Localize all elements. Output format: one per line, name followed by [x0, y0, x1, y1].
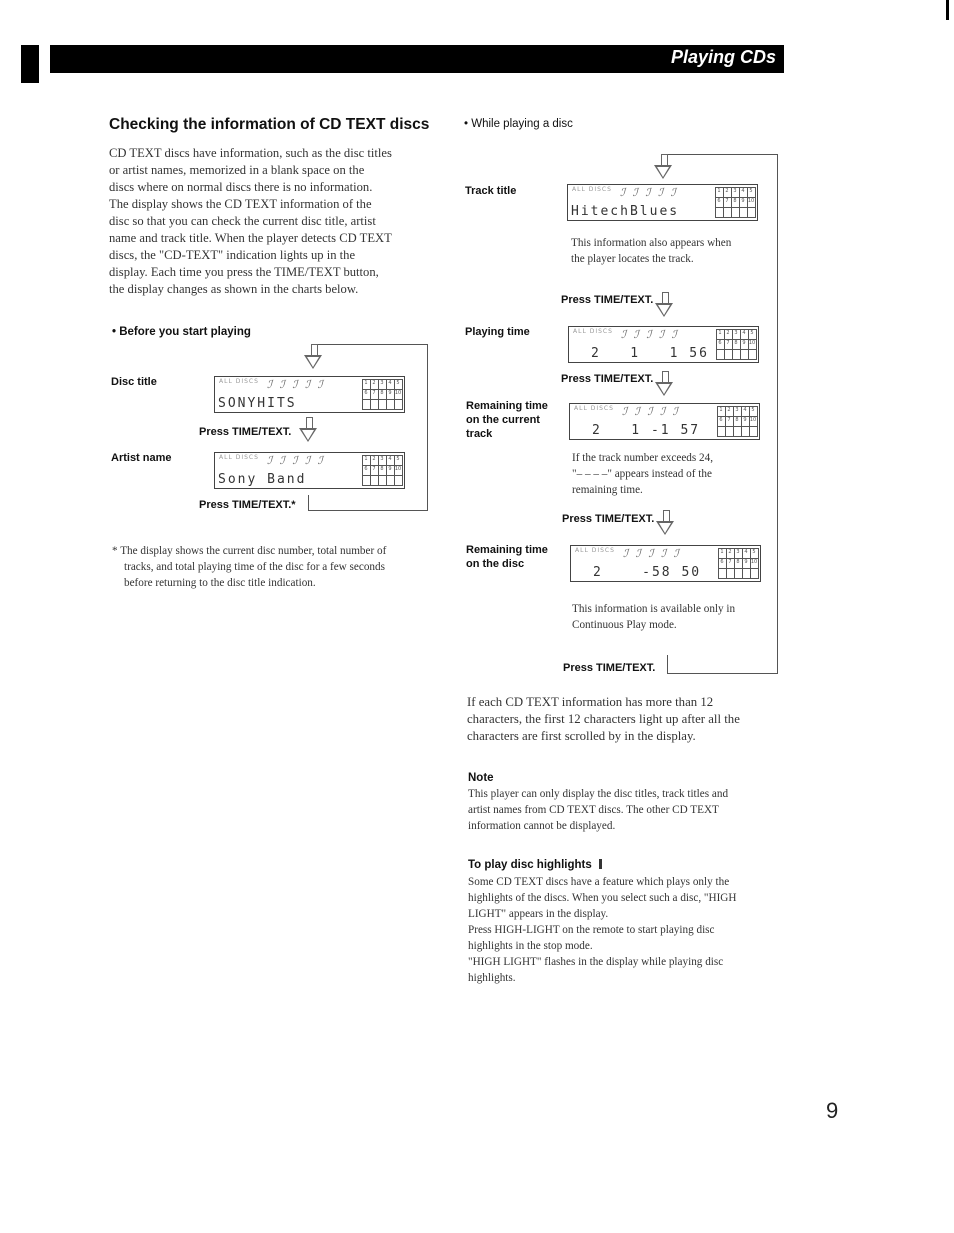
- note-line: This player can only display the disc titles, track titles and: [468, 788, 729, 800]
- intro-line: discs, the "CD-TEXT" indication lights up in the: [109, 248, 356, 262]
- label-line: on the current: [466, 414, 540, 426]
- down-arrow-icon: [655, 303, 673, 317]
- lcd-track-grid: 1 2 3 4 5 6 7 8 9 10: [716, 329, 756, 360]
- lcd-track-grid: 1 2 3 4 5 6 7 8 9 10: [715, 187, 755, 218]
- down-arrow-icon: [299, 428, 317, 442]
- paragraph-line: highlights of the discs. When you select such a disc, "HIGH: [468, 892, 737, 904]
- track-title-label: Track title: [465, 185, 517, 197]
- lcd-indicator-text: ALL DISCS: [573, 328, 613, 335]
- lcd-indicator-text: ALL DISCS: [219, 454, 259, 461]
- section-tab-block: [21, 45, 39, 83]
- lcd-disc-icons: ℐ ℐ ℐ ℐ ℐ: [622, 405, 680, 418]
- press-time-text-label: Press TIME/TEXT.: [199, 426, 292, 438]
- lcd-display-disc-title: [214, 376, 405, 413]
- label-line: track: [466, 428, 493, 440]
- footnote: [112, 543, 442, 591]
- lcd-track-grid: 1 2 3 4 5 6 7 8 9 10: [718, 548, 758, 579]
- footnote-line: before returning to the disc title indication.: [124, 577, 316, 589]
- intro-line: or artist names, memorized in a blank space on the: [109, 163, 365, 177]
- highlights-heading: [468, 858, 602, 872]
- label-line: Remaining time: [466, 400, 548, 412]
- down-arrow-icon: [654, 165, 672, 179]
- header-bar: [50, 45, 784, 73]
- press-time-text-label: Press TIME/TEXT.*: [199, 499, 296, 511]
- intro-paragraph: [109, 145, 439, 298]
- remaining-disc-label: [466, 543, 548, 571]
- page-number: 9: [826, 1098, 839, 1123]
- flow-line: [667, 655, 668, 674]
- artist-name-label: Artist name: [111, 452, 172, 464]
- lcd-indicator-text: ALL DISCS: [575, 547, 615, 554]
- lcd-display-remaining-track: [569, 403, 760, 440]
- flow-line: [777, 154, 778, 674]
- lcd-disc-icons: ℐ ℐ ℐ ℐ ℐ: [623, 547, 681, 560]
- lcd-track-grid: 1 2 3 4 5 6 7 8 9 10: [362, 455, 402, 486]
- note-line: Continuous Play mode.: [572, 619, 677, 631]
- intro-line: CD TEXT discs have information, such as the disc titles: [109, 146, 392, 160]
- while-playing-bullet: • While playing a disc: [464, 117, 573, 131]
- footnote-line: tracks, and total playing time of the disc for a few seconds: [124, 561, 385, 573]
- flow-line: [318, 344, 428, 345]
- lcd-main-text: HitechBlues: [571, 204, 680, 219]
- note-line: This information is available only in: [572, 603, 736, 615]
- intro-line: The display shows the CD TEXT information of the: [109, 197, 372, 211]
- flow-line: [308, 510, 428, 511]
- intro-line: name and track title. When the player detects CD TEXT: [109, 231, 392, 245]
- lcd-display-track-title: [567, 184, 758, 221]
- note-text: [468, 786, 798, 834]
- note-line: information cannot be displayed.: [468, 820, 616, 832]
- section-heading: Checking the information of CD TEXT discs: [109, 116, 430, 133]
- lcd-disc-icons: ℐ ℐ ℐ ℐ ℐ: [621, 328, 679, 341]
- lcd-indicator-text: ALL DISCS: [574, 405, 614, 412]
- note-heading: Note: [468, 772, 494, 784]
- remaining-track-label: [466, 399, 548, 441]
- lcd-disc-icons: ℐ ℐ ℐ ℐ ℐ: [620, 186, 678, 199]
- section-title: Playing CDs: [670, 47, 776, 67]
- paragraph-line: highlights.: [468, 972, 516, 984]
- highlights-heading-text: To play disc highlights: [468, 859, 592, 871]
- disc-title-label: Disc title: [111, 376, 157, 388]
- note-line: the player locates the track.: [571, 253, 694, 265]
- down-arrow-icon: [655, 382, 673, 396]
- paragraph-line: characters are first scrolled by in the display.: [467, 729, 696, 743]
- lcd-display-artist: [214, 452, 405, 489]
- lcd-indicator-text: ALL DISCS: [219, 378, 259, 385]
- lcd-main-text: 2 1 -1 57: [592, 423, 701, 438]
- down-arrow-icon: [656, 521, 674, 535]
- paragraph-line: LIGHT" appears in the display.: [468, 908, 609, 920]
- paragraph-line: Some CD TEXT discs have a feature which plays only the: [468, 876, 730, 888]
- note-line: "– – – –" appears instead of the: [572, 468, 712, 480]
- playing-time-label: Playing time: [465, 326, 530, 338]
- note-line: If the track number exceeds 24,: [572, 452, 714, 464]
- lcd-display-remaining-disc: [570, 545, 761, 582]
- paragraph-line: Press HIGH-LIGHT on the remote to start playing disc: [468, 924, 715, 936]
- paragraph-line: "HIGH LIGHT" flashes in the display while playing disc: [468, 956, 724, 968]
- lcd-disc-icons: ℐ ℐ ℐ ℐ ℐ: [267, 378, 325, 391]
- lcd-track-grid: 1 2 3 4 5 6 7 8 9 10: [717, 406, 757, 437]
- lcd-disc-icons: ℐ ℐ ℐ ℐ ℐ: [267, 454, 325, 467]
- footnote-line: * The display shows the current disc number, total number of: [112, 545, 387, 557]
- track-note: [571, 235, 731, 267]
- press-time-text-label: Press TIME/TEXT.: [561, 294, 654, 306]
- press-time-text-label: Press TIME/TEXT.: [561, 373, 654, 385]
- lcd-indicator-text: ALL DISCS: [572, 186, 612, 193]
- note-line: This information also appears when: [571, 237, 732, 249]
- page-edge-mark: [946, 0, 949, 20]
- press-time-text-label: Press TIME/TEXT.: [562, 513, 655, 525]
- remote-icon: [599, 859, 602, 869]
- intro-line: display. Each time you press the TIME/TEXT button,: [109, 265, 379, 279]
- flow-line: [427, 344, 428, 511]
- lcd-track-grid: 1 2 3 4 5 6 7 8 9 10: [362, 379, 402, 410]
- paragraph-line: characters, the first 12 characters light up after all the: [467, 712, 740, 726]
- intro-line: disc so that you can check the current disc title, artist: [109, 214, 376, 228]
- note-line: remaining time.: [572, 484, 643, 496]
- press-time-text-label: Press TIME/TEXT.: [563, 662, 656, 674]
- down-arrow-icon: [304, 355, 322, 369]
- flow-line: [668, 154, 778, 155]
- before-playing-bullet: • Before you start playing: [112, 325, 251, 339]
- paragraph-line: If each CD TEXT information has more than 12: [467, 695, 714, 709]
- intro-line: the display changes as shown in the charts below.: [109, 282, 359, 296]
- intro-line: discs where on normal discs there is no information.: [109, 180, 373, 194]
- lcd-display-playing-time: [568, 326, 759, 363]
- paragraph-line: highlights in the stop mode.: [468, 940, 593, 952]
- lcd-main-text: SONYHITS: [218, 396, 297, 411]
- lcd-main-text: 2 1 1 56: [591, 346, 709, 361]
- flow-line: [308, 495, 309, 511]
- lcd-main-text: Sony Band: [218, 472, 307, 487]
- lcd-main-text: 2 -58 50: [593, 565, 702, 580]
- scroll-paragraph: [467, 694, 787, 745]
- remaining-disc-note: [572, 601, 735, 633]
- remaining-track-note: [572, 450, 713, 498]
- label-line: on the disc: [466, 558, 525, 570]
- flow-line: [668, 673, 778, 674]
- highlights-text: [468, 874, 798, 986]
- note-line: artist names from CD TEXT discs. The other CD TEXT: [468, 804, 719, 816]
- label-line: Remaining time: [466, 544, 548, 556]
